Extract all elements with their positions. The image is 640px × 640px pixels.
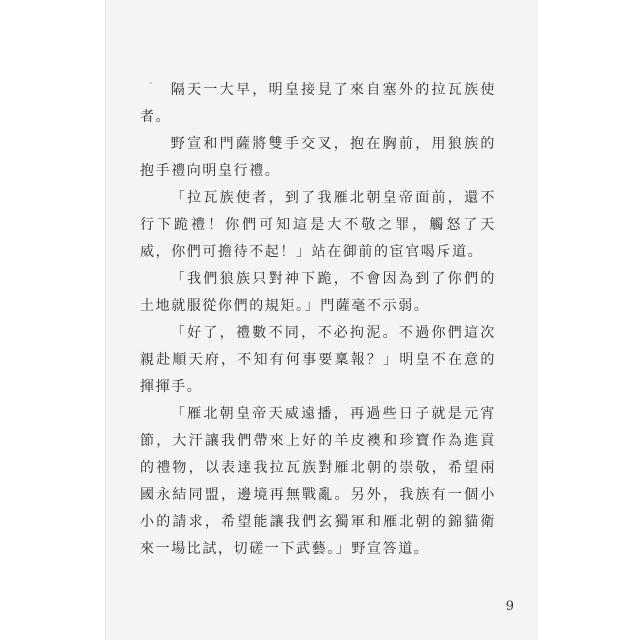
paragraph: 隔天一大早，明皇接見了來自塞外的拉瓦族使者。 [140,82,496,125]
paragraph: 「雁北朝皇帝天威遠播，再過些日子就是元宵節，大汗讓我們帶來上好的羊皮襖和珍寶作為進貢的禮物，以表達我拉瓦族對雁北朝的崇敬，希望兩國永結同盟，邊境再無戰亂。另外，我族有一個小小的請求，希望能讓我們玄獨軍和雁北朝的錦貓衛來一場比試，切磋一下武藝。」野宣答道。 [140,406,496,557]
book-page [105,0,538,640]
paragraph: 野宣和門薩將雙手交叉，抱在胸前，用狼族的抱手禮向明皇行禮。 [140,136,496,179]
paragraph: 「我們狼族只對神下跪，不會因為到了你們的土地就服從你們的規矩。」門薩毫不示弱。 [140,271,496,314]
page-number: 9 [505,599,514,614]
paragraph: 「好了，禮數不同，不必拘泥。不過你們這次親赴順天府，不知有何事要稟報？」明皇不在意的揮揮手。 [140,325,496,395]
body-text [140,77,496,563]
paragraph: 「拉瓦族使者，到了我雁北朝皇帝面前，還不行下跪禮！你們可知這是大不敬之罪，觸怒了天威，你們可擔待不起！」站在御前的宦官喝斥道。 [140,190,496,260]
